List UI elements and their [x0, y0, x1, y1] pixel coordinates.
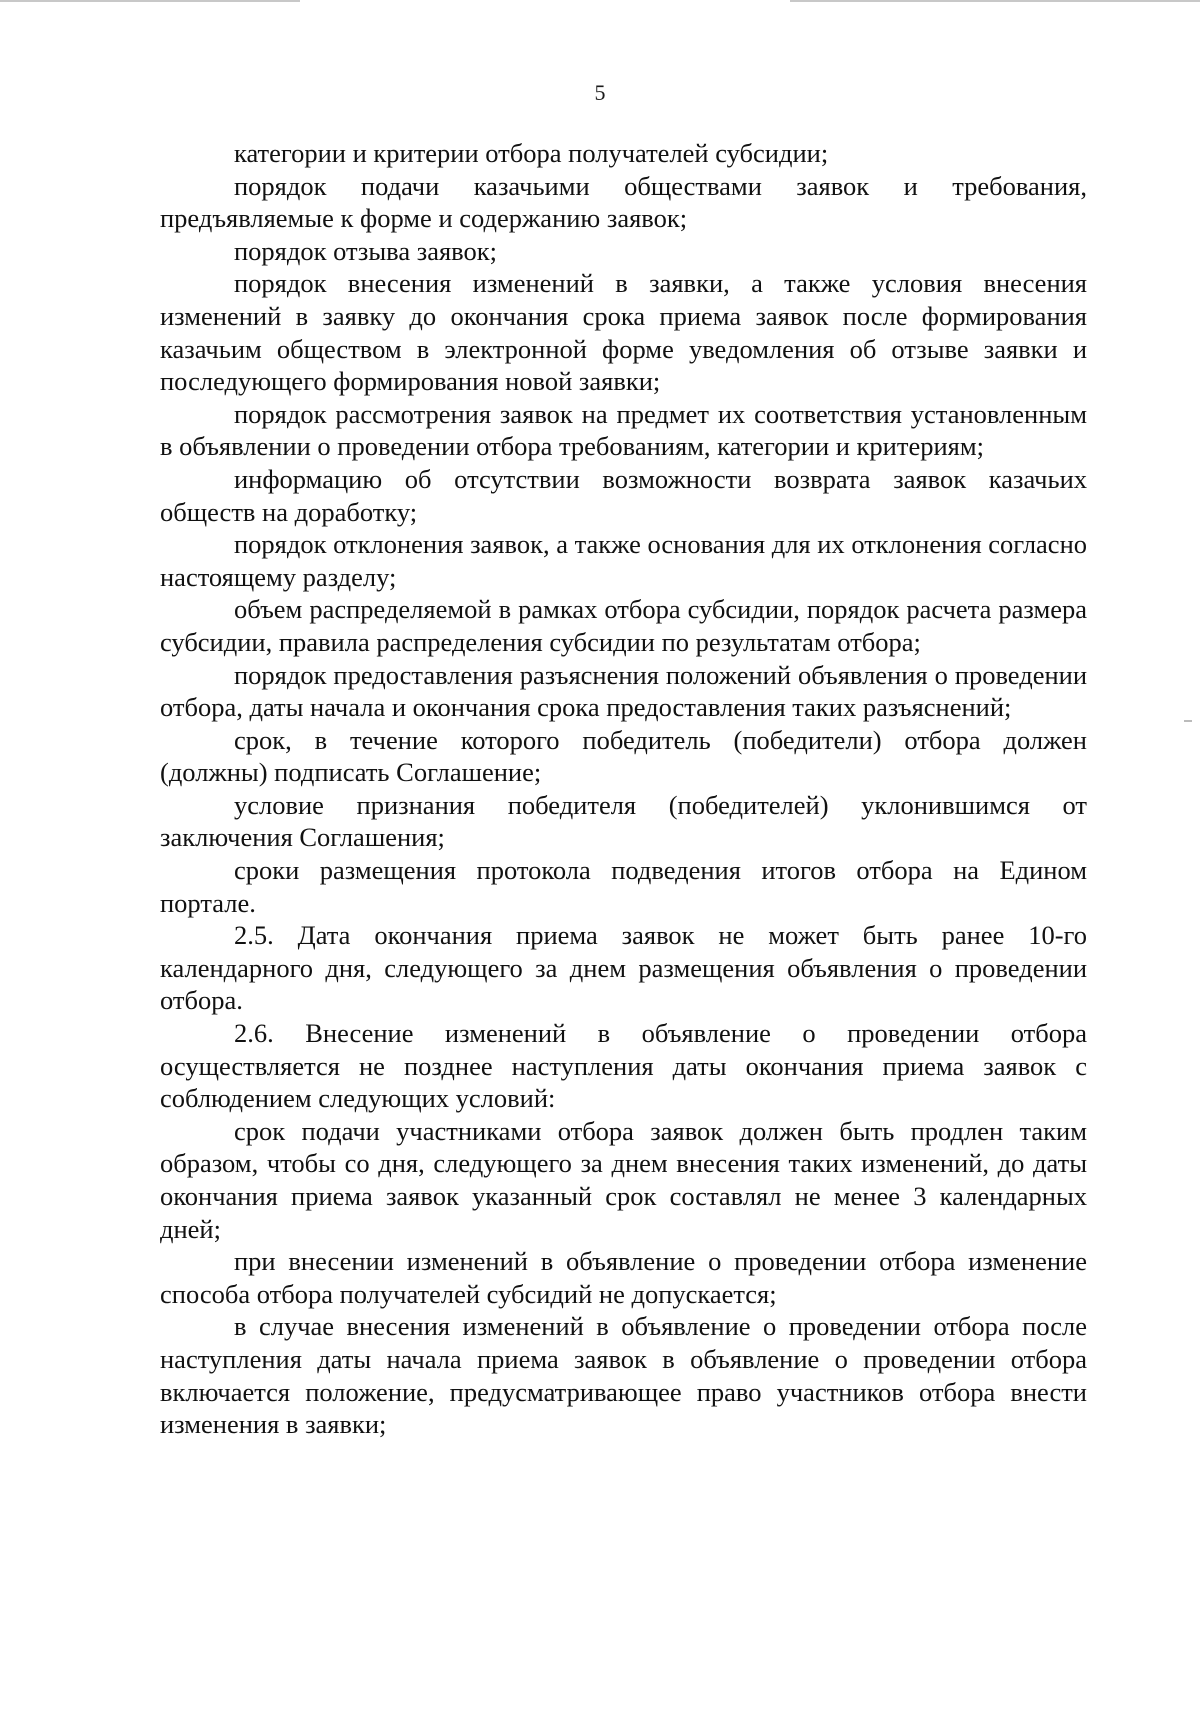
paragraph: срок подачи участниками отбора заявок должен быть продлен таким образом, чтобы со дня, следующего за днем внесения таких изменений, до даты окончания приема заявок указанный срок составлял не менее 3 календарных дней;	[160, 1115, 1087, 1244]
paragraph: срок, в течение которого победитель (победители) отбора должен (должны) подписать Соглашение;	[160, 724, 1087, 788]
paragraph: информацию об отсутствии возможности возврата заявок казачьих обществ на доработку;	[160, 463, 1087, 527]
paragraph: условие признания победителя (победителей) уклонившимся от заключения Соглашения;	[160, 789, 1087, 853]
paragraph: 2.5. Дата окончания приема заявок не может быть ранее 10-го календарного дня, следующего за днем размещения объявления о проведении отбора.	[160, 920, 1087, 1016]
paragraph: порядок подачи казачьими обществами заявок и требования, предъявляемые к форме и содержанию заявок;	[160, 170, 1087, 234]
paragraph: порядок отзыва заявок;	[234, 235, 497, 266]
paragraph: 2.6. Внесение изменений в объявление о проведении отбора осуществляется не позднее наступления даты окончания приема заявок с соблюдением следующих условий:	[160, 1018, 1087, 1114]
paragraph: порядок рассмотрения заявок на предмет их соответствия установленным в объявлении о проведении отбора требованиям, категории и критериям;	[160, 398, 1087, 462]
paragraph: в случае внесения изменений в объявление о проведении отбора после наступления даты начала приема заявок в объявление о проведении отбора включается положение, предусматривающее право участников отбора внести изменения в заявки;	[160, 1311, 1087, 1440]
paragraph: порядок предоставления разъяснения положений объявления о проведении отбора, даты начала и окончания срока предоставления таких разъяснений;	[160, 659, 1087, 723]
scan-speck	[1184, 720, 1192, 722]
paragraph: при внесении изменений в объявление о проведении отбора изменение способа отбора получателей субсидий не допускается;	[160, 1246, 1087, 1309]
scan-edge-line	[0, 0, 300, 2]
document-body	[160, 137, 1087, 1441]
paragraph: категории и критерии отбора получателей субсидии;	[234, 138, 829, 168]
paragraph: сроки размещения протокола подведения итогов отбора на Едином портале.	[160, 855, 1087, 918]
paragraph: порядок отклонения заявок, а также основания для их отклонения согласно настоящему разделу;	[160, 529, 1087, 592]
paragraph: объем распределяемой в рамках отбора субсидии, порядок расчета размера субсидии, правила распределения субсидии по результатам отбора;	[160, 594, 1087, 657]
paragraph: порядок внесения изменений в заявки, а также условия внесения изменений в заявку до окончания срока приема заявок после формирования казачьим обществом в электронной форме уведомления об отзыве заявки и последующего формирования новой заявки;	[160, 268, 1087, 397]
scan-edge-line	[790, 0, 1200, 2]
page-number: 5	[594, 80, 606, 105]
